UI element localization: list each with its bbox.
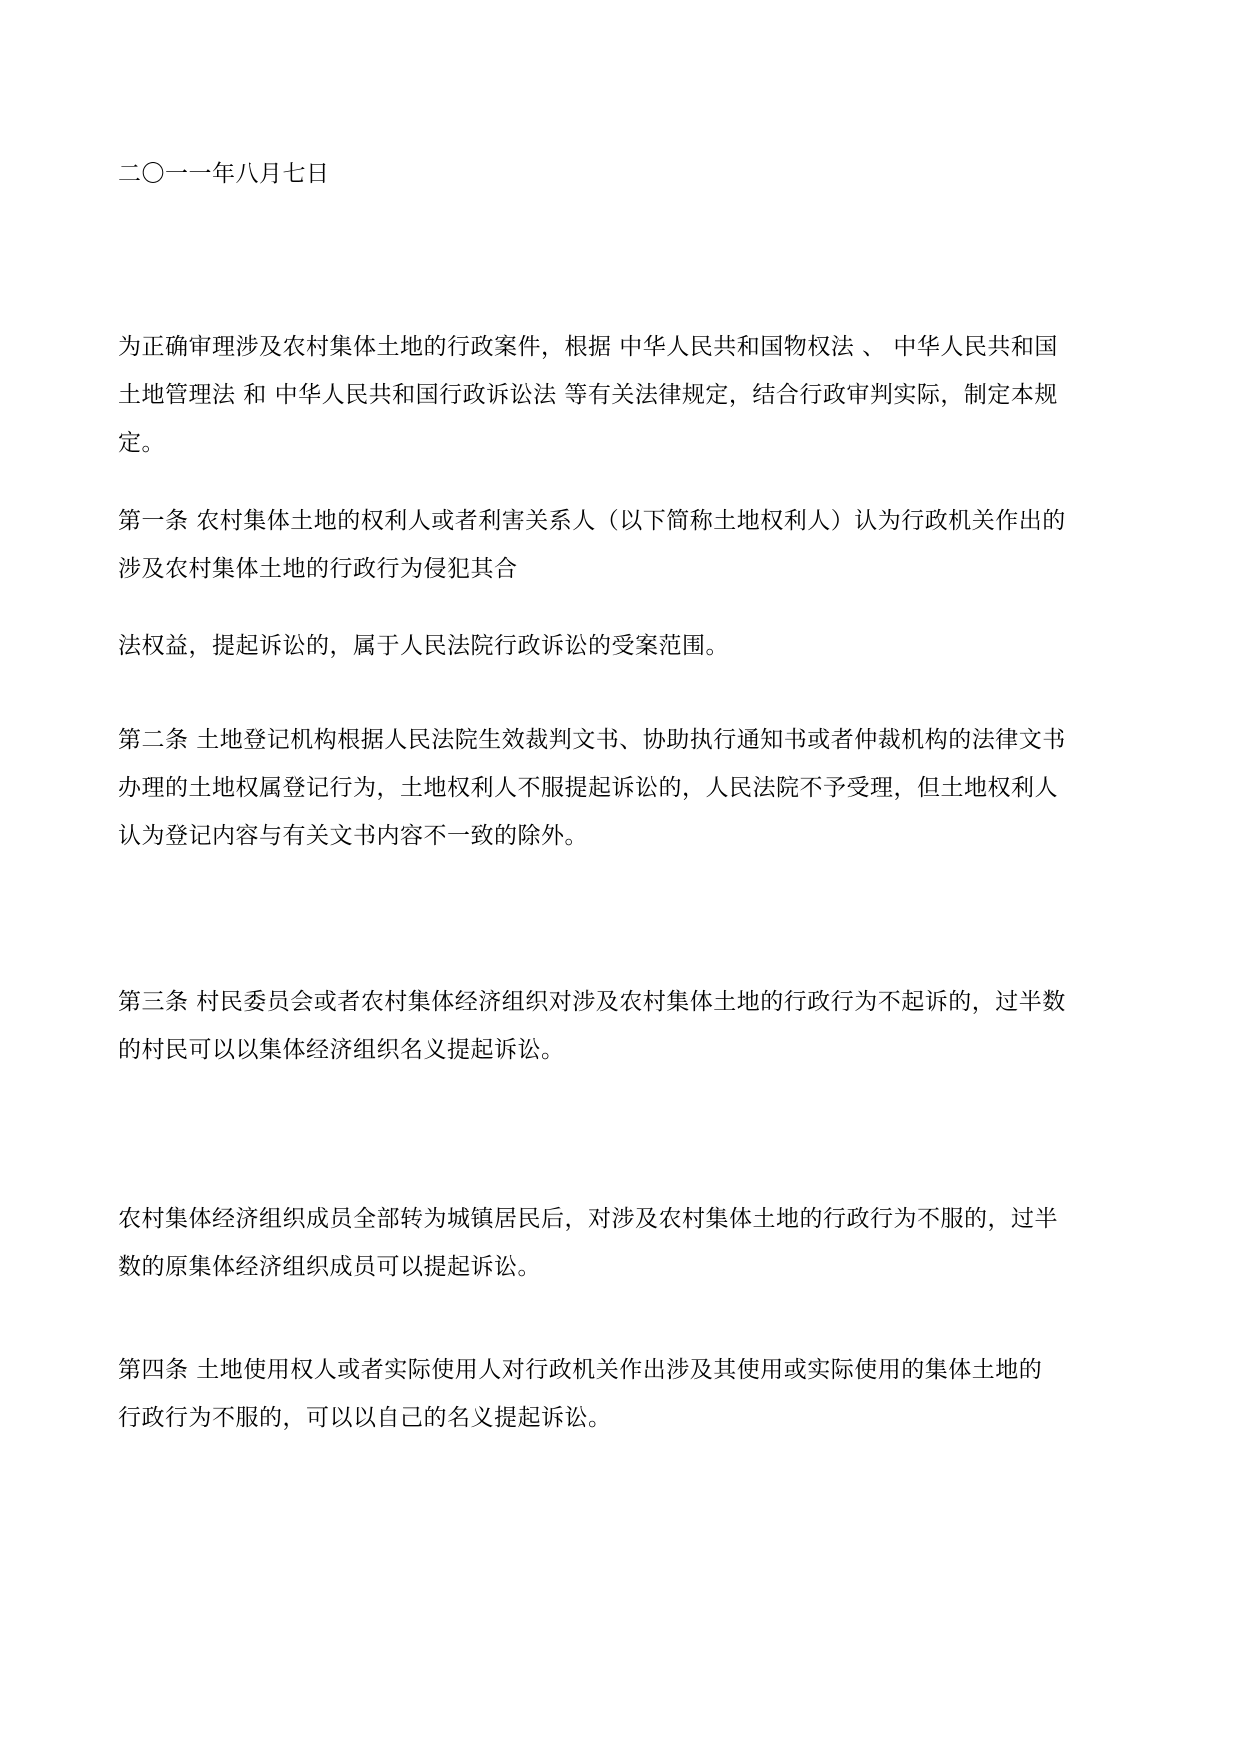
text-line: 数的原集体经济组织成员可以提起诉讼。 [118, 1254, 541, 1280]
text-line: 定。 [118, 430, 165, 456]
text-line: 办理的土地权属登记行为，土地权利人不服提起诉讼的，人民法院不予受理，但土地权利人 [118, 775, 1058, 801]
article-3-second-paragraph [118, 1195, 1128, 1291]
preamble-paragraph [118, 323, 1128, 467]
article-2-paragraph [118, 716, 1128, 860]
article-1-paragraph [118, 497, 1128, 593]
article-3-paragraph [118, 978, 1128, 1074]
document-date [118, 150, 1128, 198]
text-line: 土地管理法 和 中华人民共和国行政诉讼法 等有关法律规定，结合行政审判实际，制定本规 [118, 382, 1058, 408]
text-line: 农村集体经济组织成员全部转为城镇居民后，对涉及农村集体土地的行政行为不服的，过半 [118, 1206, 1058, 1232]
text-line: 法权益，提起诉讼的，属于人民法院行政诉讼的受案范围。 [118, 633, 729, 659]
text-line: 涉及农村集体土地的行政行为侵犯其合 [118, 556, 518, 582]
text-line: 为正确审理涉及农村集体土地的行政案件，根据 中华人民共和国物权法 、 中华人民共和国 [118, 334, 1058, 360]
article-1-continuation [118, 622, 1128, 670]
text-line: 第一条 农村集体土地的权利人或者利害关系人（以下简称土地权利人）认为行政机关作出的 [118, 508, 1066, 534]
text-line: 第四条 土地使用权人或者实际使用人对行政机关作出涉及其使用或实际使用的集体土地的 [118, 1357, 1043, 1383]
text-line: 第三条 村民委员会或者农村集体经济组织对涉及农村集体土地的行政行为不起诉的，过半数 [118, 989, 1066, 1015]
date-text: 二〇一一年八月七日 [118, 161, 330, 187]
text-line: 行政行为不服的，可以以自己的名义提起诉讼。 [118, 1405, 612, 1431]
text-line: 第二条 土地登记机构根据人民法院生效裁判文书、协助执行通知书或者仲裁机构的法律文书 [118, 727, 1066, 753]
text-line: 认为登记内容与有关文书内容不一致的除外。 [118, 823, 588, 849]
article-4-paragraph [118, 1346, 1128, 1442]
text-line: 的村民可以以集体经济组织名义提起诉讼。 [118, 1037, 565, 1063]
